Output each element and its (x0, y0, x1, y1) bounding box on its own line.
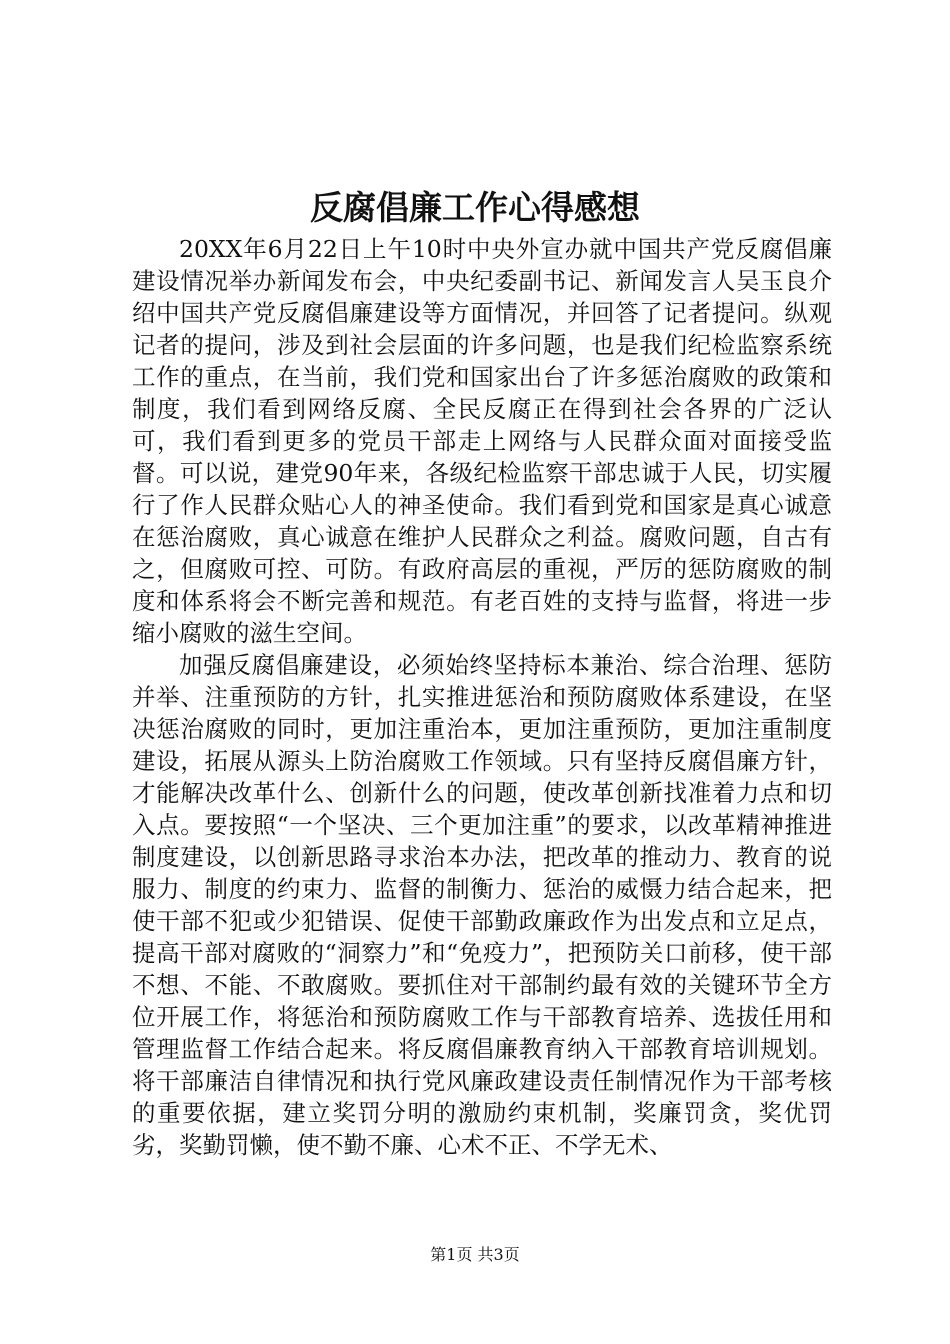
page-footer: 第1页 共3页 (430, 1245, 520, 1264)
page-title: 反腐倡廉工作心得感想 (310, 188, 640, 227)
document-body (132, 233, 832, 1161)
paragraph-1: 20XX年6月22日上午10时中央外宣办就中国共产党反腐倡廉建设情况举办新闻发布会，中央纪委副书记、新闻发言人吴玉良介绍中国共产党反腐倡廉建设等方面情况，并回答了记者提问。纵观记者的提问，涉及到社会层面的许多问题，也是我们纪检监察系统工作的重点，在当前，我们党和国家出台了许多惩治腐败的政策和制度，我们看到网络反腐、全民反腐正在得到社会各界的广泛认可，我们看到更多的党员干部走上网络与人民群众面对面接受监督。可以说，建党90年来，各级纪检监察干部忠诚于人民，切实履行了作人民群众贴心人的神圣使命。我们看到党和国家是真心诚意在惩治腐败，真心诚意在维护人民群众之利益。腐败问题，自古有之，但腐败可控、可防。有政府高层的重视，严厉的惩防腐败的制度和体系将会不断完善和规范。有老百姓的支持与监督，将进一步缩小腐败的滋生空间。 (132, 235, 832, 647)
paragraph-2: 加强反腐倡廉建设，必须始终坚持标本兼治、综合治理、惩防并举、注重预防的方针，扎实推进惩治和预防腐败体系建设，在坚决惩治腐败的同时，更加注重治本，更加注重预防，更加注重制度建设，拓展从源头上防治腐败工作领域。只有坚持反腐倡廉方针，才能解决改革什么、创新什么的问题，使改革创新找准着力点和切入点。要按照“一个坚决、三个更加注重”的要求，以改革精神推进制度建设，以创新思路寻求治本办法，把改革的推动力、教育的说服力、制度的约束力、监督的制衡力、惩治的威慑力结合起来，把使干部不犯或少犯错误、促使干部勤政廉政作为出发点和立足点，提高干部对腐败的“洞察力”和“免疫力”，把预防关口前移，使干部不想、不能、不敢腐败。要抓住对干部制约最有效的关键环节全方位开展工作，将惩治和预防腐败工作与干部教育培养、选拔任用和管理监督工作结合起来。将反腐倡廉教育纳入干部教育培训规划。将干部廉洁自律情况和执行党风廉政建设责任制情况作为干部考核的重要依据，建立奖罚分明的激励约束机制，奖廉罚贪，奖优罚劣，奖勤罚懒，使不勤不廉、心术不正、不学无术、 (132, 651, 832, 1159)
